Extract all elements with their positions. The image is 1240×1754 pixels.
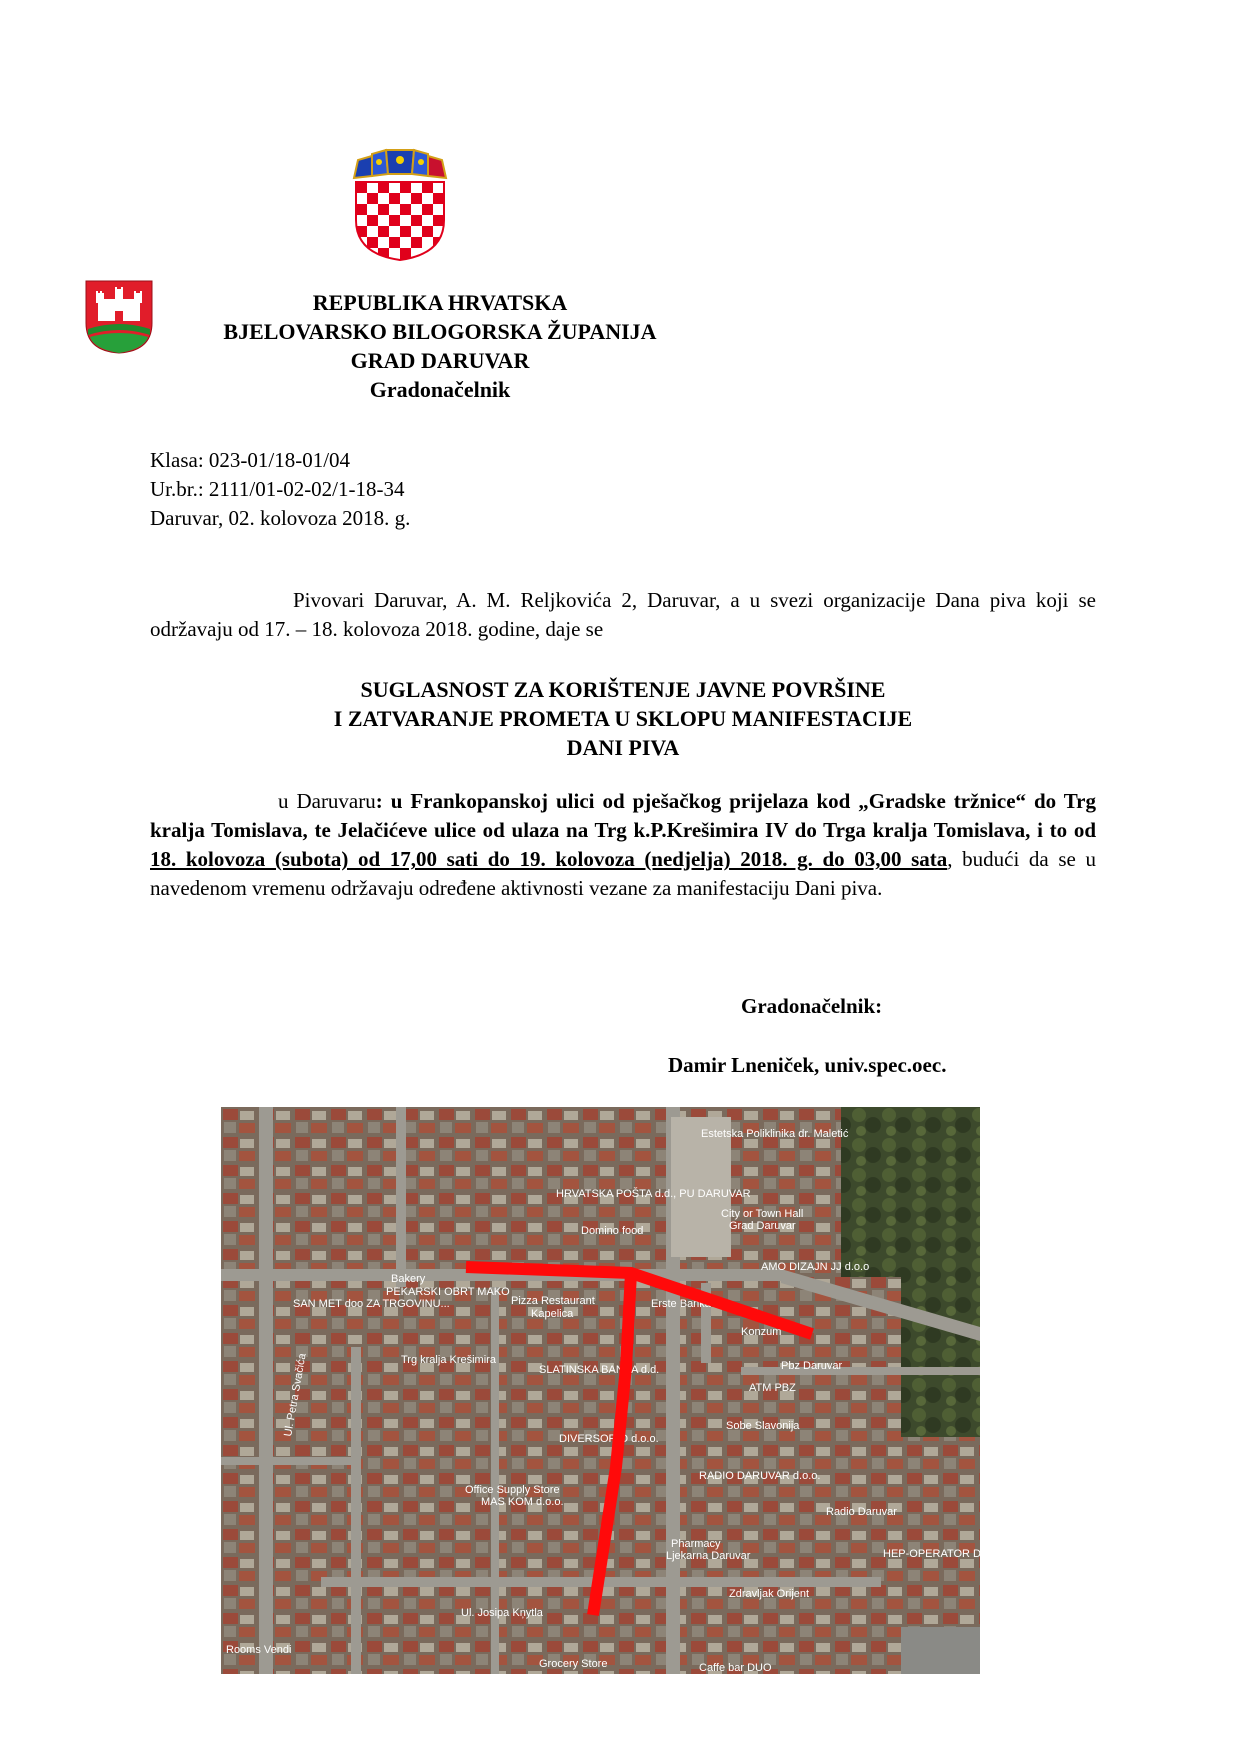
map-label-31: Ul. Petra Svačića bbox=[282, 1352, 309, 1438]
map-label-29: Caffe bar DUO bbox=[699, 1662, 772, 1674]
header-office: Gradonačelnik bbox=[369, 377, 511, 402]
map-label-6: Bakery bbox=[391, 1273, 426, 1285]
date-line: Daruvar, 02. kolovoza 2018. g. bbox=[150, 506, 411, 530]
map-label-15: Pbz Daruvar bbox=[781, 1360, 843, 1372]
map-label-9: Pizza Restaurant bbox=[511, 1295, 595, 1307]
map-label-24: Ljekarna Daruvar bbox=[666, 1550, 751, 1562]
main-paragraph bbox=[150, 787, 1096, 903]
map-label-5: AMO DIZAJN JJ d.o.o bbox=[761, 1261, 870, 1273]
map-label-0: Estetska Poliklinika dr. Maletić bbox=[701, 1128, 849, 1140]
map-label-11: Erste Banka bbox=[651, 1298, 711, 1310]
map-label-19: Office Supply Store bbox=[465, 1484, 560, 1496]
consent-title bbox=[150, 675, 1096, 762]
map-label-8: SAN MET doo ZA TRGOVINU... bbox=[293, 1298, 450, 1310]
map-label-26: Ul. Josipa Kņytla bbox=[461, 1607, 543, 1619]
map-label-28: Rooms Vendi bbox=[226, 1644, 292, 1656]
intro-paragraph bbox=[150, 586, 1096, 644]
map-label-25: Zdravljak Orijent bbox=[729, 1588, 810, 1600]
title-line-3: DANI PIVA bbox=[566, 735, 680, 760]
map-label-7: PEKARSKI OBRT MAKO bbox=[386, 1286, 510, 1298]
satellite-map bbox=[221, 1107, 1049, 1674]
title-line-1: SUGLASNOST ZA KORIŠTENJE JAVNE POVRŠINE bbox=[360, 677, 886, 702]
map-label-17: DIVERSORIO d.o.o. bbox=[559, 1433, 659, 1445]
urbr-line: Ur.br.: 2111/01-02-02/1-18-34 bbox=[150, 477, 405, 501]
header-city: GRAD DARUVAR bbox=[350, 348, 530, 373]
map-label-16: ATM PBZ bbox=[749, 1382, 796, 1394]
map-label-1: HRVATSKA POŠTA d.d., PU DARUVAR bbox=[556, 1188, 751, 1200]
paragraph-period: 18. kolovoza (subota) od 17,00 sati do 19. kolovoza (nedjelja) 2018. g. do 03,00 sata bbox=[150, 847, 948, 871]
klasa-line: Klasa: 023-01/18-01/04 bbox=[150, 448, 351, 472]
paragraph-streets: : u Frankopanskoj ulici od pješačkog prijelaza kod „Gradske tržnice“ do Trg kralja Tomislava, te Jelačićeve ulice od ulaza na Trg k.P.Krešimira IV do Trga kralja Tomislava, i to od bbox=[150, 789, 1096, 842]
paragraph-reason: , budući da se u navedenom vremenu održavaju određene aktivnosti vezane za manifestaciju Dani piva. bbox=[150, 847, 1096, 900]
document-header bbox=[150, 288, 730, 404]
map-label-21: RADIO DARUVAR d.o.o. bbox=[699, 1470, 821, 1482]
map-label-18: Sobe Slavonija bbox=[726, 1420, 800, 1432]
map-label-4: Grad Daruvar bbox=[729, 1220, 796, 1232]
title-line-2: I ZATVARANJE PROMETA U SKLOPU MANIFESTACIJE bbox=[333, 706, 913, 731]
map-label-20: MAS KOM d.o.o. bbox=[481, 1496, 564, 1508]
map-label-12: Konzum bbox=[741, 1326, 782, 1338]
document-meta bbox=[150, 446, 410, 533]
map-label-2: Domino food bbox=[581, 1225, 644, 1237]
header-country: REPUBLIKA HRVATSKA bbox=[312, 290, 568, 315]
map-label-3: City or Town Hall bbox=[721, 1208, 804, 1220]
signature-name: Damir Lneniček, univ.spec.oec. bbox=[668, 1053, 947, 1077]
map-label-14: SLATINSKA BANKA d.d. bbox=[539, 1364, 660, 1376]
croatian-coat-of-arms bbox=[352, 150, 448, 262]
map-label-30: HEP-OPERATOR DISTRIBUCIJE bbox=[883, 1548, 1049, 1560]
map-label-10: Kapelica bbox=[531, 1308, 574, 1320]
map-label-27: Grocery Store bbox=[539, 1658, 608, 1670]
map-label-23: Pharmacy bbox=[671, 1538, 721, 1550]
header-county: BJELOVARSKO BILOGORSKA ŽUPANIJA bbox=[223, 319, 657, 344]
daruvar-coat-of-arms bbox=[84, 279, 154, 355]
intro-text: Pivovari Daruvar, A. M. Reljkovića 2, Daruvar, a u svezi organizacije Dana piva koji se održavaju od 17. – 18. kolovoza 2018. godine, daje se bbox=[150, 588, 1096, 641]
map-label-13: Trg kralja Krešimira bbox=[401, 1354, 496, 1366]
signature-role: Gradonačelnik: bbox=[741, 994, 883, 1018]
map-label-22: Radio Daruvar bbox=[826, 1506, 897, 1518]
paragraph-location: u Daruvaru bbox=[278, 789, 376, 813]
